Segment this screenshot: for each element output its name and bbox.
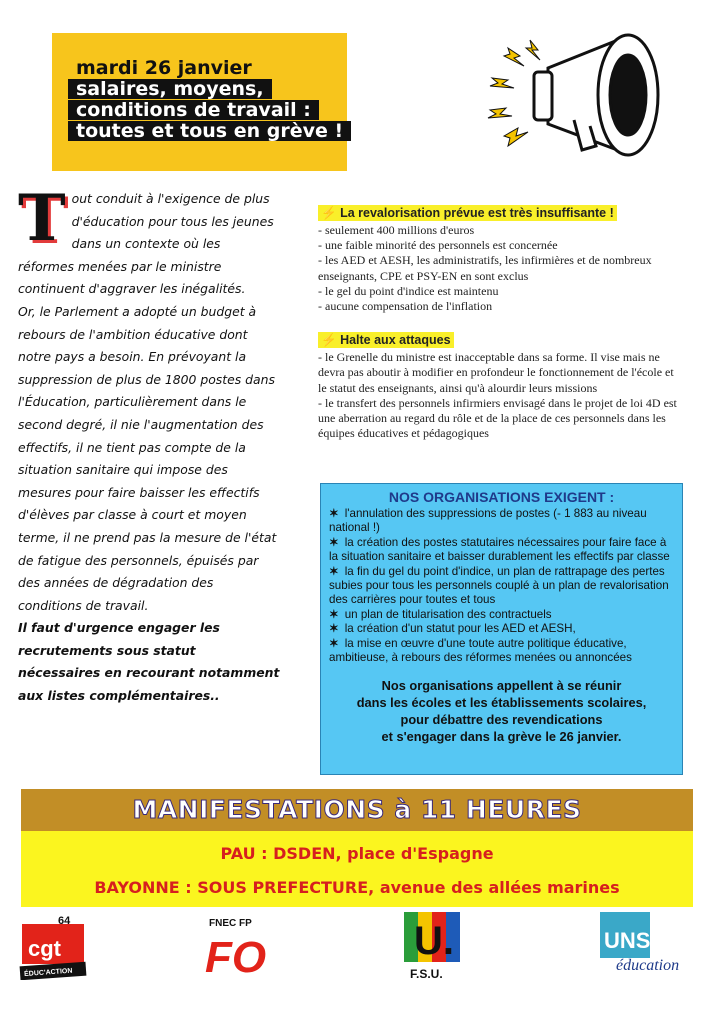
demand-text: la mise en œuvre d'une toute autre politique éducative, ambitieuse, à rebours des réformes menées ou annoncées <box>329 636 632 665</box>
demands-list <box>329 507 674 665</box>
place-pau: PAU : DSDEN, place d'Espagne <box>220 844 494 863</box>
call-line: pour débattre des revendications <box>400 712 603 728</box>
intro-paragraph-1: out conduit à l'exigence de plus d'éducation pour tous les jeunes dans un contexte où les réformes menées par le ministre continuent d'aggraver les inégalités. <box>18 191 274 297</box>
union-logos <box>0 910 713 1010</box>
lightning-icon: ⚡ <box>321 206 337 220</box>
call-line: et s'engager dans la grève le 26 janvier. <box>381 729 622 745</box>
manifestations-places <box>21 831 693 907</box>
fo-name: FO <box>205 933 267 980</box>
list-item: - le transfert des personnels infirmiers envisagé dans le projet de loi 4D est une aberration au regard du rôle et de la place de ces personnels dans les équipes éducatives et pédagogiques <box>318 395 677 441</box>
list-item <box>329 507 674 536</box>
attaques-list <box>318 350 682 441</box>
megaphone-icon <box>478 28 678 168</box>
list-item: - seulement 400 millions d'euros <box>318 223 475 237</box>
megaphone-body <box>534 35 658 155</box>
fsu-logo <box>398 910 470 982</box>
list-item <box>329 608 674 622</box>
right-column <box>318 205 682 441</box>
cgt-number: 64 <box>58 915 71 927</box>
demand-text: la création d'un statut pour les AED et AESH, <box>344 622 576 636</box>
intro-emphasis: Il faut d'urgence engager les recrutements sous statut nécessaires en recourant notamment aux listes complémentaires.. <box>18 620 280 704</box>
list-item: - le Grenelle du ministre est inacceptable dans sa forme. Il vise mais ne devra pas aboutir à modifier en profondeur le fonctionnement de l'école et le statut des enseignants, ainsi qu'à alourdir leurs missions <box>318 350 674 395</box>
attaques-title-text: Halte aux attaques <box>340 333 451 348</box>
star-icon: ✶ <box>329 607 339 621</box>
unsa-sub: éducation <box>616 957 680 974</box>
fo-logo <box>203 914 267 980</box>
star-icon: ✶ <box>329 507 339 520</box>
dropcap-letter: T <box>18 181 66 256</box>
banner-line-3: toutes et tous en grève ! <box>68 121 351 141</box>
cgt-name: cgt <box>28 936 61 961</box>
fo-top: FNEC FP <box>209 918 252 929</box>
call-line: dans les écoles et les établissements scolaires, <box>356 695 647 711</box>
unsa-logo <box>596 910 684 976</box>
fsu-letter: U. <box>414 919 454 963</box>
call-to-action <box>321 677 682 745</box>
demands-title: NOS ORGANISATIONS EXIGENT : <box>388 489 615 505</box>
unsa-name: UNSA <box>604 928 667 953</box>
banner-headline <box>68 58 488 141</box>
attaques-title <box>318 332 454 348</box>
list-item: - aucune compensation de l'inflation <box>318 299 493 314</box>
manifestations-banner <box>21 789 693 831</box>
star-icon: ✶ <box>329 535 339 549</box>
cgt-sub: ÉDUC'ACTION <box>23 967 73 979</box>
list-item: - le gel du point d'indice est maintenu <box>318 283 499 298</box>
banner-line-1: salaires, moyens, <box>68 79 272 99</box>
revalorisation-title <box>318 205 617 221</box>
star-icon: ✶ <box>329 564 339 578</box>
star-icon: ✶ <box>329 636 339 650</box>
list-item <box>329 536 674 565</box>
cgt-logo <box>18 914 88 980</box>
revalorisation-title-text: La revalorisation prévue est très insuffisante ! <box>340 206 614 220</box>
demand-text: un plan de titularisation des contractuels <box>344 607 552 621</box>
demand-text: la création des postes statutaires nécessaires pour faire face à la situation sanitaire et baisser durablement les effectifs par classe <box>329 535 670 564</box>
intro-text <box>18 181 280 708</box>
demand-text: l'annulation des suppressions de postes (- 1 883 au niveau national !) <box>329 507 647 535</box>
demand-text: la fin du gel du point d'indice, un plan de rattrapage des pertes subies pour tous les personnels couplé à un plan de revalorisation des carrières pour toutes et tous <box>329 564 669 607</box>
lightning-icon: ⚡ <box>321 333 337 348</box>
star-icon: ✶ <box>329 622 339 636</box>
manifestations-title: MANIFESTATIONS à 11 HEURES <box>132 795 582 824</box>
list-item <box>329 622 674 636</box>
call-line: Nos organisations appellent à se réunir <box>381 678 622 694</box>
banner-line-2: conditions de travail : <box>68 100 319 120</box>
revalorisation-list <box>318 223 682 314</box>
place-bayonne: BAYONNE : SOUS PREFECTURE, avenue des allées marines <box>94 878 620 897</box>
demands-box <box>320 483 683 775</box>
banner-date: mardi 26 janvier <box>76 57 252 79</box>
list-item <box>329 637 674 666</box>
list-item: - les AED et AESH, les administratifs, les infirmières et de nombreux enseignants, CPE et PSY-EN en sont exclus <box>318 253 652 283</box>
list-item: - une faible minorité des personnels est concernée <box>318 238 558 253</box>
fsu-name: F.S.U. <box>410 967 443 981</box>
intro-paragraph-2: Or, le Parlement a adopté un budget à rebours de l'ambition éducative dont notre pays a besoin. En prévoyant la suppression de plus de 1800 postes dans l'Éducation, particulièrement dans le second degré, il nie l'augmentation des effectifs, il ne tient pas compte de la situation sanitaire qui impose des mesures pour faire baisser les effectifs d'élèves par classe à court et moyen terme, il ne prend pas la mesure de l'état de fatigue des personnels, épuisés par des années de dégradation des conditions de travail. <box>18 303 277 613</box>
list-item <box>329 565 674 608</box>
